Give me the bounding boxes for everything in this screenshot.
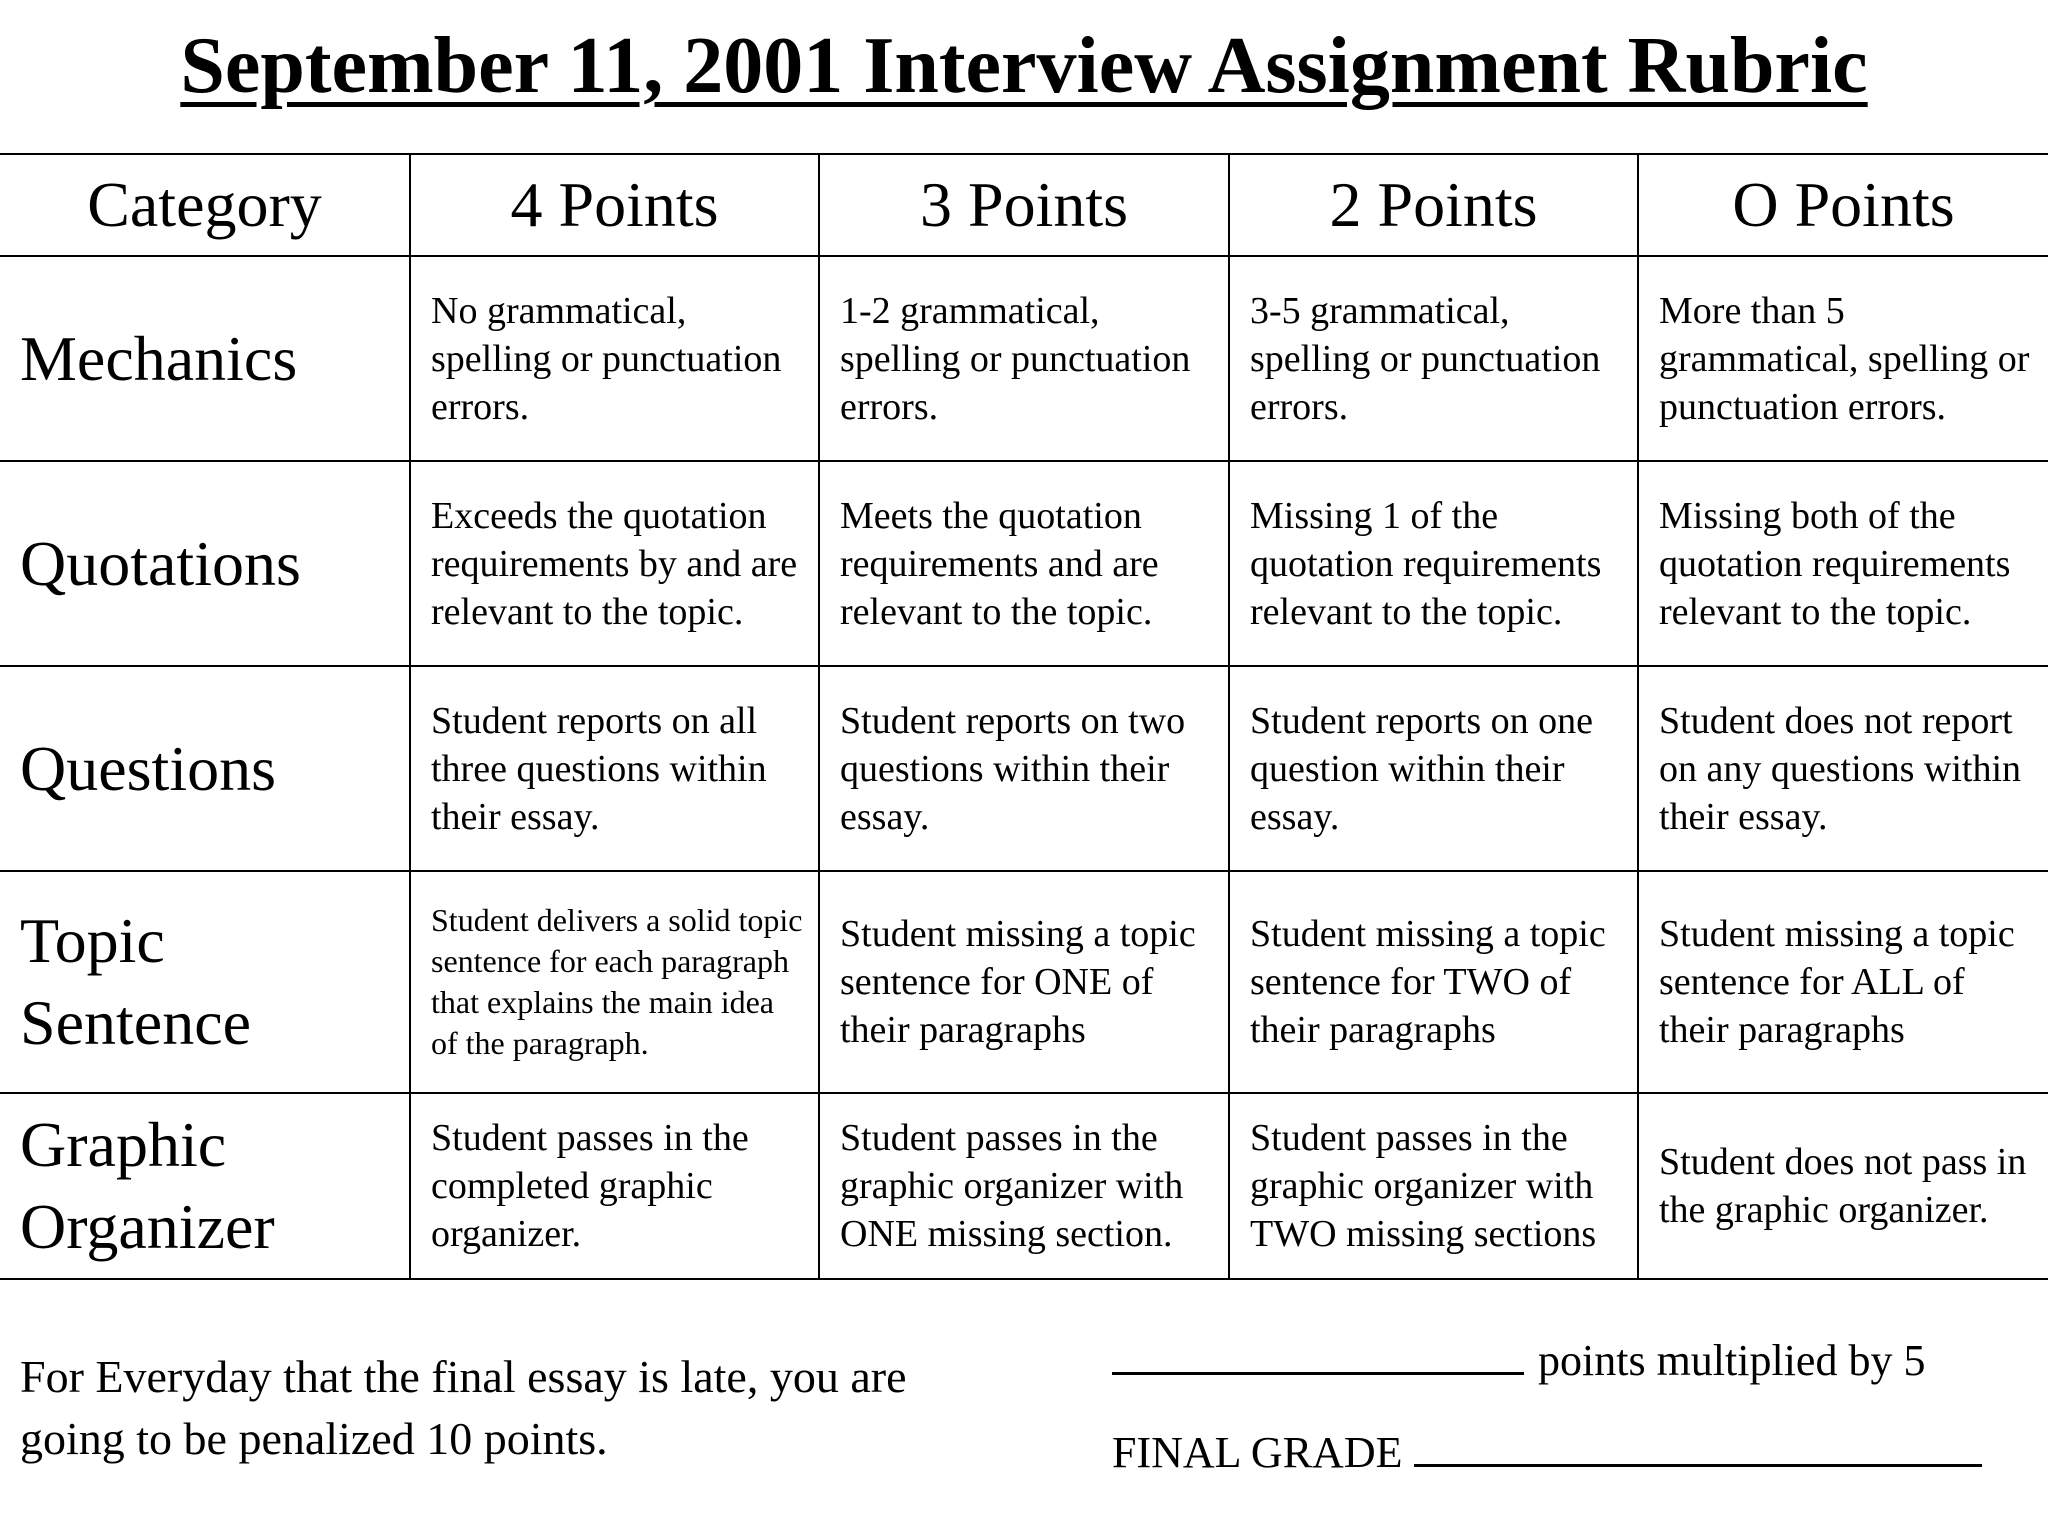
criterion-4-points: Student delivers a solid topic sentence for each paragraph that explains the main idea of the paragraph. xyxy=(410,871,819,1093)
points-multiplier-label: points multiplied by 5 xyxy=(1538,1336,1926,1385)
final-grade-label: FINAL GRADE xyxy=(1112,1428,1403,1477)
criterion-2-points: Missing 1 of the quotation requirements relevant to the topic. xyxy=(1229,461,1638,666)
page-title: September 11, 2001 Interview Assignment Rubric xyxy=(180,22,1868,110)
criterion-3-points: Student passes in the graphic organizer with ONE missing section. xyxy=(819,1093,1229,1279)
final-grade-line xyxy=(1112,1420,1982,1481)
header-category: Category xyxy=(0,154,410,256)
category-graphic-organizer: Graphic Organizer xyxy=(0,1093,410,1279)
criterion-0-points: Student does not report on any questions within their essay. xyxy=(1638,666,2048,871)
points-calculation-line xyxy=(1112,1328,1925,1389)
criterion-3-points: Meets the quotation requirements and are relevant to the topic. xyxy=(819,461,1229,666)
category-quotations: Quotations xyxy=(0,461,410,666)
criterion-2-points: 3-5 grammatical, spelling or punctuation errors. xyxy=(1229,256,1638,461)
criterion-2-points: Student passes in the graphic organizer with TWO missing sections xyxy=(1229,1093,1638,1279)
late-policy-note: For Everyday that the final essay is late, you are going to be penalized 10 points. xyxy=(20,1351,907,1464)
criterion-3-points: Student missing a topic sentence for ONE of their paragraphs xyxy=(819,871,1229,1093)
header-row xyxy=(0,154,2048,256)
rubric-row-mechanics xyxy=(0,256,2048,461)
header-2-points: 2 Points xyxy=(1229,154,1638,256)
header-0-points: O Points xyxy=(1638,154,2048,256)
rubric-row-topic-sentence xyxy=(0,871,2048,1093)
final-grade-blank[interactable] xyxy=(1414,1420,1982,1467)
criterion-4-points: Student passes in the completed graphic organizer. xyxy=(410,1093,819,1279)
category-topic-sentence: Topic Sentence xyxy=(0,871,410,1093)
criterion-0-points: More than 5 grammatical, spelling or punctuation errors. xyxy=(1638,256,2048,461)
header-3-points: 3 Points xyxy=(819,154,1229,256)
criterion-0-points: Missing both of the quotation requirements relevant to the topic. xyxy=(1638,461,2048,666)
rubric-row-quotations xyxy=(0,461,2048,666)
criterion-4-points: Exceeds the quotation requirements by and are relevant to the topic. xyxy=(410,461,819,666)
criterion-2-points: Student reports on one question within their essay. xyxy=(1229,666,1638,871)
criterion-3-points: Student reports on two questions within their essay. xyxy=(819,666,1229,871)
criterion-0-points: Student missing a topic sentence for ALL of their paragraphs xyxy=(1638,871,2048,1093)
criterion-3-points: 1-2 grammatical, spelling or punctuation errors. xyxy=(819,256,1229,461)
category-questions: Questions xyxy=(0,666,410,871)
rubric-row-questions xyxy=(0,666,2048,871)
criterion-4-points: No grammatical, spelling or punctuation errors. xyxy=(410,256,819,461)
criterion-2-points: Student missing a topic sentence for TWO of their paragraphs xyxy=(1229,871,1638,1093)
header-4-points: 4 Points xyxy=(410,154,819,256)
criterion-4-points: Student reports on all three questions within their essay. xyxy=(410,666,819,871)
category-mechanics: Mechanics xyxy=(0,256,410,461)
criterion-0-points: Student does not pass in the graphic organizer. xyxy=(1638,1093,2048,1279)
points-blank[interactable] xyxy=(1112,1328,1524,1375)
rubric-table xyxy=(0,153,2048,1280)
rubric-row-graphic-organizer xyxy=(0,1093,2048,1279)
